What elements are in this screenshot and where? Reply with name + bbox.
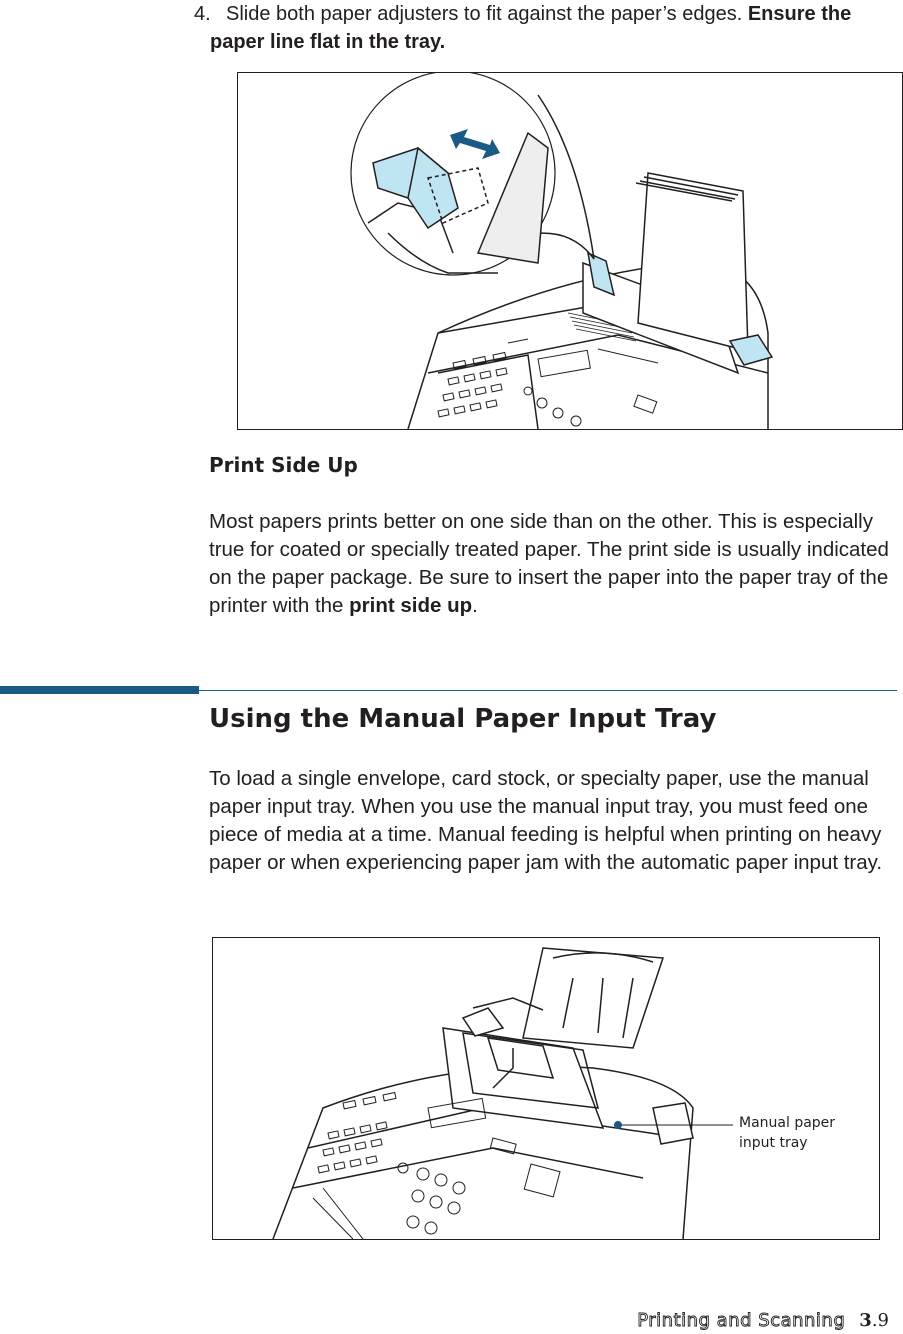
section-rule-thick	[0, 686, 199, 694]
callout-dot	[614, 1121, 622, 1129]
page-number-minor: .9	[871, 1310, 889, 1331]
callout-line-2: input tray	[739, 1135, 808, 1151]
chapter-title: Printing and Scanning	[637, 1310, 846, 1331]
print-side-heading: Print Side Up	[209, 453, 358, 477]
figure-paper-adjusters	[237, 72, 903, 430]
print-side-body: Most papers prints better on one side than on the other. This is especially true for coated or specially treated paper. The print side is usually indicated on the paper package. Be sure to insert the paper into the paper tray of the printer with the	[209, 510, 889, 617]
page-number-major: 3	[859, 1310, 872, 1331]
page-number	[859, 1310, 889, 1331]
step-4-instruction	[194, 0, 890, 56]
fax-manual-tray-illustration	[213, 938, 879, 1239]
step-text: Slide both paper adjusters to fit against the paper’s edges.	[226, 3, 748, 25]
section-rule-thin	[199, 690, 897, 691]
fax-paper-adjuster-illustration	[238, 73, 902, 429]
page-footer	[637, 1310, 889, 1331]
step-number: 4.	[194, 3, 211, 25]
print-side-end: .	[472, 594, 478, 617]
print-side-bold: print side up	[349, 594, 473, 617]
manual-tray-callout	[739, 1113, 835, 1153]
step-text-bold: Ensure the paper line flat in the tray.	[210, 3, 852, 53]
figure-manual-input-tray	[212, 937, 880, 1240]
manual-tray-heading: Using the Manual Paper Input Tray	[209, 704, 717, 734]
print-side-paragraph	[209, 508, 899, 620]
manual-tray-paragraph: To load a single envelope, card stock, or specialty paper, use the manual paper input tray. When you use the manual input tray, you must feed one piece of media at a time. Manual feeding is helpful when printing on heavy paper or when experiencing paper jam with the automatic paper input tray.	[209, 767, 883, 874]
callout-line-1: Manual paper	[739, 1115, 836, 1131]
